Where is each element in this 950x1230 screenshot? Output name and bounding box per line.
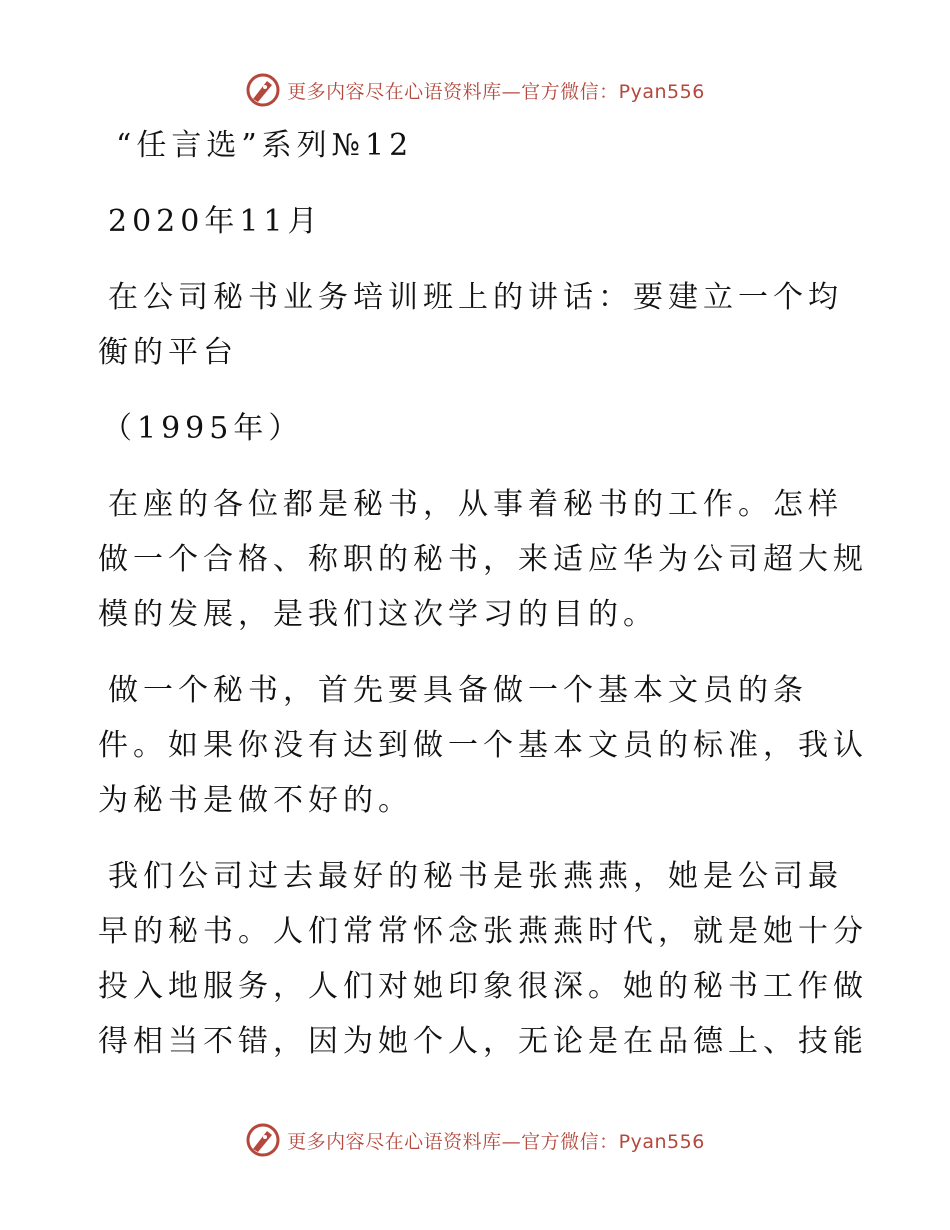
title-line: 衡的平台 [98, 335, 238, 370]
paragraph-line: 做一个秘书，首先要具备做一个基本文员的条 [108, 673, 808, 708]
paragraph-line: 在座的各位都是秘书，从事着秘书的工作。怎样 [108, 487, 843, 522]
banner-wechat-id: Pyan556 [618, 80, 705, 103]
header-banner [0, 70, 950, 110]
banner-wechat-id: Pyan556 [618, 1130, 705, 1153]
year-line: （1995年） [102, 411, 304, 446]
paragraph [98, 849, 868, 1069]
banner-text-cn: 更多内容尽在心语资料库—官方微信： [287, 1130, 619, 1153]
banner-text [287, 77, 705, 104]
banner-text-cn: 更多内容尽在心语资料库—官方微信： [287, 80, 619, 103]
paragraph-line: 模的发展，是我们这次学习的目的。 [98, 597, 658, 632]
pen-logo-icon [245, 1122, 281, 1158]
paragraph-line: 为秘书是做不好的。 [98, 783, 413, 818]
paragraph-line: 投入地服务，人们对她印象很深。她的秘书工作做 [98, 969, 868, 1004]
paragraph-line: 我们公司过去最好的秘书是张燕燕，她是公司最 [108, 859, 843, 894]
title-line: 在公司秘书业务培训班上的讲话：要建立一个均 [108, 280, 843, 315]
date-line: 2020年11月 [108, 204, 323, 239]
paragraph-line: 做一个合格、称职的秘书，来适应华为公司超大规 [98, 542, 868, 577]
paragraph [98, 663, 868, 828]
footer-banner [0, 1120, 950, 1160]
paragraph-line: 早的秘书。人们常常怀念张燕燕时代，就是她十分 [98, 914, 868, 949]
banner-text [287, 1127, 705, 1154]
paragraph [98, 477, 868, 642]
paragraph-line: 得相当不错，因为她个人，无论是在品德上、技能 [98, 1024, 868, 1059]
series-label: “任言选”系列№12 [116, 128, 414, 163]
paragraph-line: 件。如果你没有达到做一个基本文员的标准，我认 [98, 728, 868, 763]
document-title [98, 270, 854, 380]
document-body [98, 118, 868, 1090]
pen-logo-icon [245, 72, 281, 108]
